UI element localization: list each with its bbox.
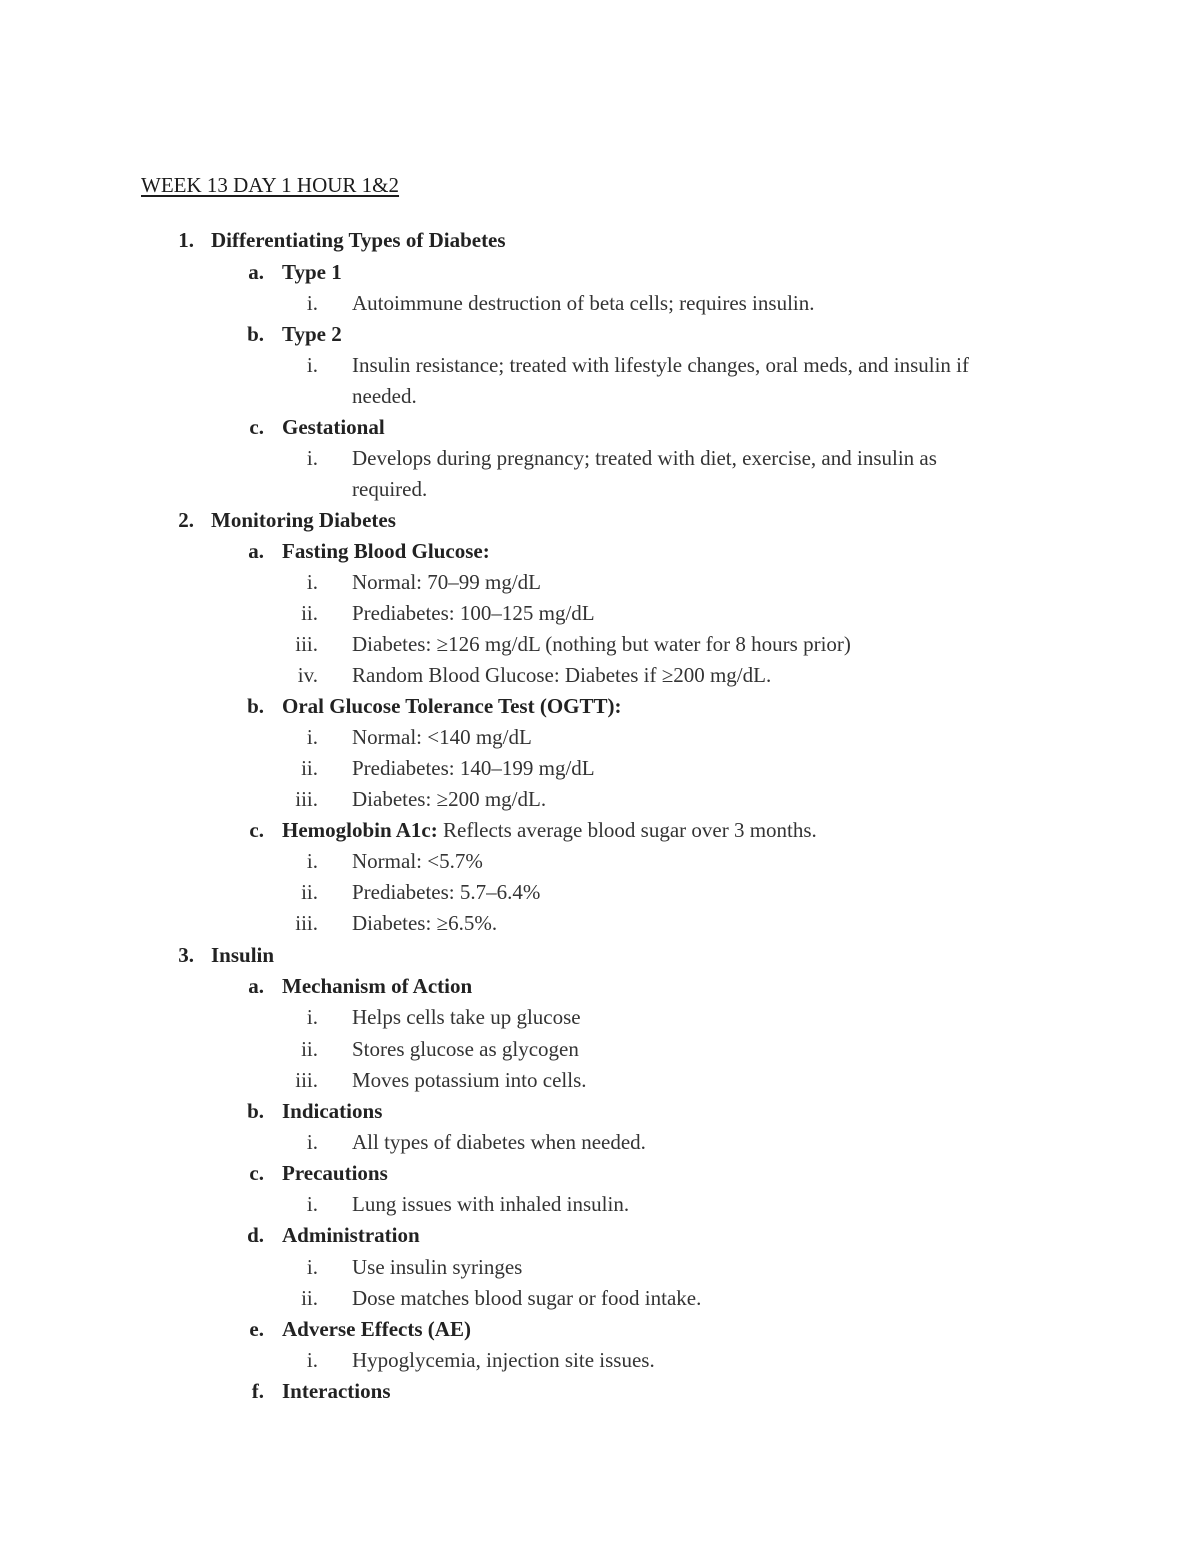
- list-marker: ii.: [301, 1286, 318, 1310]
- list-marker: ii.: [301, 601, 318, 625]
- list-marker: f.: [251, 1379, 264, 1403]
- list-item-text: Develops during pregnancy; treated with diet, exercise, and insulin as: [352, 446, 937, 470]
- list-item-text: Normal: <5.7%: [352, 849, 483, 873]
- list-marker: i.: [306, 291, 318, 315]
- list-marker: i.: [306, 353, 318, 377]
- list-marker: i.: [306, 570, 318, 594]
- list-item-text: Random Blood Glucose: Diabetes if ≥200 mg/dL.: [352, 663, 772, 687]
- list-item-text: Stores glucose as glycogen: [352, 1037, 579, 1061]
- list-item-text: Use insulin syringes: [352, 1255, 523, 1279]
- list-marker: b.: [247, 1099, 264, 1123]
- list-marker: 3.: [178, 943, 194, 967]
- subsection-title: Adverse Effects (AE): [282, 1317, 471, 1341]
- list-marker: i.: [306, 1192, 318, 1216]
- subsection-title: Gestational: [282, 415, 385, 439]
- list-marker: iii.: [295, 911, 318, 935]
- list-item-text: Normal: <140 mg/dL: [352, 725, 532, 749]
- list-item-text: Moves potassium into cells.: [352, 1068, 587, 1092]
- list-marker: i.: [306, 849, 318, 873]
- list-marker: c.: [249, 415, 264, 439]
- list-item-text: Prediabetes: 140–199 mg/dL: [352, 756, 595, 780]
- list-item-text: Insulin resistance; treated with lifestyle changes, oral meds, and insulin if: [352, 353, 969, 377]
- list-item-text: All types of diabetes when needed.: [352, 1130, 646, 1154]
- list-marker: i.: [306, 1255, 318, 1279]
- subsection-title: Fasting Blood Glucose:: [282, 539, 490, 563]
- list-marker: iii.: [295, 787, 318, 811]
- list-marker: a.: [248, 539, 264, 563]
- list-marker: iii.: [295, 1068, 318, 1092]
- list-item-text: Normal: 70–99 mg/dL: [352, 570, 541, 594]
- list-item-text: Hypoglycemia, injection site issues.: [352, 1348, 655, 1372]
- list-marker: d.: [247, 1223, 264, 1247]
- list-item-text: required.: [352, 477, 428, 501]
- list-item-text: Dose matches blood sugar or food intake.: [352, 1286, 702, 1310]
- list-marker: i.: [306, 446, 318, 470]
- list-marker: i.: [306, 1348, 318, 1372]
- list-item-text: Diabetes: ≥126 mg/dL (nothing but water for 8 hours prior): [352, 632, 851, 656]
- section-title: Insulin: [211, 943, 275, 967]
- subsection-title: Type 1: [282, 260, 342, 284]
- list-item-text: Diabetes: ≥6.5%.: [352, 911, 498, 935]
- list-marker: e.: [249, 1317, 264, 1341]
- list-marker: b.: [247, 322, 264, 346]
- list-marker: a.: [248, 260, 264, 284]
- list-item-text: Helps cells take up glucose: [352, 1005, 581, 1029]
- list-marker: 2.: [178, 508, 194, 532]
- list-marker: iii.: [295, 632, 318, 656]
- subsection-title: Precautions: [282, 1161, 388, 1185]
- subsection-description: Reflects average blood sugar over 3 months.: [437, 818, 817, 842]
- subsection-title: Hemoglobin A1c:: [282, 818, 438, 842]
- list-marker: c.: [249, 1161, 264, 1185]
- subsection-title: Interactions: [282, 1379, 391, 1403]
- list-marker: i.: [306, 1005, 318, 1029]
- list-item-text: needed.: [352, 384, 417, 408]
- list-marker: ii.: [301, 756, 318, 780]
- list-item-text: Prediabetes: 5.7–6.4%: [352, 880, 541, 904]
- list-marker: 1.: [178, 228, 194, 252]
- list-marker: ii.: [301, 1037, 318, 1061]
- list-item-text: Prediabetes: 100–125 mg/dL: [352, 601, 595, 625]
- section-title: Differentiating Types of Diabetes: [211, 228, 506, 252]
- list-item-text: Lung issues with inhaled insulin.: [352, 1192, 630, 1216]
- list-item-text: Diabetes: ≥200 mg/dL.: [352, 787, 547, 811]
- list-marker: a.: [248, 974, 264, 998]
- subsection-title: Oral Glucose Tolerance Test (OGTT):: [282, 694, 622, 718]
- list-marker: c.: [249, 818, 264, 842]
- list-marker: i.: [306, 1130, 318, 1154]
- section-title: Monitoring Diabetes: [211, 508, 396, 532]
- list-marker: i.: [306, 725, 318, 749]
- list-marker: iv.: [297, 663, 318, 687]
- subsection-title: Type 2: [282, 322, 342, 346]
- subsection-title: Mechanism of Action: [282, 974, 473, 998]
- list-marker: ii.: [301, 880, 318, 904]
- subsection-title: Administration: [282, 1223, 420, 1247]
- document-title: WEEK 13 DAY 1 HOUR 1&2: [141, 173, 400, 197]
- subsection-line: [282, 815, 817, 846]
- list-item-text: Autoimmune destruction of beta cells; requires insulin.: [352, 291, 815, 315]
- list-marker: b.: [247, 694, 264, 718]
- subsection-title: Indications: [282, 1099, 383, 1123]
